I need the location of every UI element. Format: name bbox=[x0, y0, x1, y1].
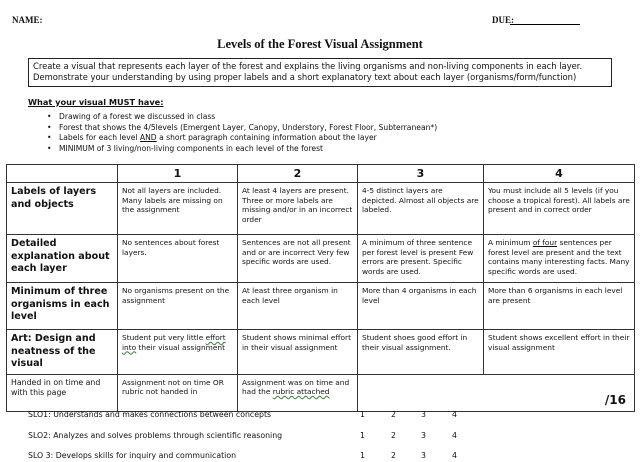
rubric-cell[interactable]: More than 6 organisms in each level are present bbox=[484, 283, 635, 330]
slo-score-option[interactable]: 1 bbox=[360, 410, 365, 419]
slo-score-option[interactable]: 1 bbox=[360, 431, 365, 440]
cell-text-part: A minimum bbox=[488, 238, 533, 247]
slo-score-option[interactable]: 4 bbox=[452, 410, 457, 419]
table-row bbox=[7, 183, 635, 235]
cell-text-part: their visual assignment bbox=[136, 342, 225, 352]
criterion-cell: Detailed explanation about each layer bbox=[7, 235, 118, 283]
rubric-cell[interactable]: 4-5 distinct layers are depicted. Almost all objects are labeled. bbox=[358, 183, 484, 235]
rubric-cell[interactable] bbox=[484, 235, 635, 283]
slo-score-option[interactable]: 3 bbox=[421, 451, 426, 460]
bullet-icon: • bbox=[47, 122, 52, 132]
slo-score-option[interactable]: 1 bbox=[360, 451, 365, 460]
rubric-cell[interactable]: More than 4 organisms in each level bbox=[358, 283, 484, 330]
bullet-icon: • bbox=[47, 133, 52, 143]
score-header: 3 bbox=[358, 165, 484, 183]
rubric-corner-cell bbox=[7, 165, 118, 183]
rubric-cell[interactable]: No sentences about forest layers. bbox=[118, 235, 238, 283]
requirement-text-part: Labels for each level bbox=[59, 133, 140, 143]
cell-text-part: Student put very little bbox=[122, 333, 206, 342]
slo-label: SLO1: Understands and makes connections between concepts bbox=[28, 410, 272, 419]
criterion-cell: Labels of layers and objects bbox=[7, 183, 118, 235]
slo-score-option[interactable]: 2 bbox=[391, 451, 396, 460]
rubric-cell[interactable]: Student shows excellent effort in their visual assignment bbox=[484, 330, 635, 375]
score-header: 4 bbox=[484, 165, 635, 183]
rubric-cell[interactable] bbox=[118, 330, 238, 375]
criterion-cell: Handed in on time and with this page bbox=[7, 374, 118, 411]
rubric-cell[interactable]: At least 4 layers are present. Three or more labels are missing and/or in an incorrect order bbox=[238, 183, 358, 235]
requirement-text-part: a short paragraph containing information about the layer bbox=[156, 133, 377, 143]
table-row bbox=[7, 330, 635, 375]
slo-score-option[interactable]: 3 bbox=[421, 431, 426, 440]
requirement-text bbox=[59, 133, 377, 142]
cell-text-part: sentences per forest level are present and the text contains many interesting facts. Many specific words are used. bbox=[488, 238, 630, 276]
instructions-line-2: Demonstrate your understanding by using proper labels and a short explanatory text about each layer (organisms/form/function) bbox=[33, 72, 577, 82]
rubric-cell[interactable]: Student shows minimal effort in their visual assignment bbox=[238, 330, 358, 375]
requirements-heading: What your visual MUST have: bbox=[28, 97, 164, 107]
page-title: Levels of the Forest Visual Assignment bbox=[217, 37, 423, 51]
requirements-list bbox=[47, 112, 437, 154]
table-row bbox=[7, 235, 635, 283]
table-row bbox=[7, 283, 635, 330]
rubric-cell[interactable]: A minimum of three sentence per forest level is present Few errors are present. Specific words are used. bbox=[358, 235, 484, 283]
instructions-box bbox=[28, 58, 612, 87]
rubric-cell[interactable]: Not all layers are included. Many labels are missing on the assignment bbox=[118, 183, 238, 235]
total-score-cell[interactable]: /16 bbox=[358, 374, 635, 411]
requirement-emphasis: AND bbox=[139, 133, 157, 143]
rubric-cell[interactable]: You must include all 5 levels (if you choose a tropical forest). All labels are present and in correct order bbox=[484, 183, 635, 235]
criterion-cell: Art: Design and neatness of the visual bbox=[7, 330, 118, 375]
slo-label: SLO2: Analyzes and solves problems through scientific reasoning bbox=[28, 431, 283, 440]
list-item bbox=[47, 123, 437, 134]
table-row bbox=[7, 374, 635, 411]
requirement-text: Drawing of a forest we discussed in class bbox=[59, 112, 216, 121]
cell-text-emphasis: rubric attached bbox=[272, 387, 330, 397]
due-blank-line[interactable] bbox=[510, 24, 580, 25]
bullet-icon: • bbox=[47, 143, 52, 153]
rubric-cell[interactable]: No organisms present on the assignment bbox=[118, 283, 238, 330]
score-header: 1 bbox=[118, 165, 238, 183]
cell-text-emphasis: effort into bbox=[122, 333, 226, 352]
cell-text-emphasis: of four bbox=[532, 238, 558, 247]
rubric-table bbox=[6, 164, 635, 412]
bullet-icon: • bbox=[47, 112, 52, 121]
slo-score-option[interactable]: 4 bbox=[452, 431, 457, 440]
list-item bbox=[47, 144, 437, 155]
cell-text-part: Assignment was on time and had the bbox=[242, 377, 350, 397]
rubric-cell[interactable]: Sentences are not all present and or are incorrect Very few specific words are used. bbox=[238, 235, 358, 283]
slo-score-option[interactable]: 3 bbox=[421, 410, 426, 419]
instructions-line-1: Create a visual that represents each layer of the forest and explains the living organisms and non-living components in each layer. bbox=[33, 61, 583, 71]
slo-score-option[interactable]: 4 bbox=[452, 451, 457, 460]
criterion-cell: Minimum of three organisms in each level bbox=[7, 283, 118, 330]
score-header: 2 bbox=[238, 165, 358, 183]
name-label: NAME: bbox=[12, 15, 43, 25]
rubric-cell[interactable]: Assignment not on time OR rubric not handed in bbox=[118, 374, 238, 411]
list-item bbox=[47, 133, 437, 144]
requirement-text: MINIMUM of 3 living/non-living components in each level of the forest bbox=[59, 143, 324, 153]
slo-score-option[interactable]: 2 bbox=[391, 431, 396, 440]
rubric-cell[interactable]: At least three organism in each level bbox=[238, 283, 358, 330]
slo-score-option[interactable]: 2 bbox=[391, 410, 396, 419]
list-item bbox=[47, 112, 437, 123]
rubric-header-row bbox=[7, 165, 635, 183]
due-label: DUE: bbox=[492, 15, 514, 25]
rubric-cell[interactable] bbox=[238, 374, 358, 411]
rubric-cell[interactable]: Student shoes good effort in their visual assignment. bbox=[358, 330, 484, 375]
slo-label: SLO 3: Develops skills for inquiry and communication bbox=[28, 451, 237, 460]
requirement-text: Forest that shows the 4/5levels (Emergent Layer, Canopy, Understory, Forest Floor, Subterranean*) bbox=[59, 122, 438, 132]
